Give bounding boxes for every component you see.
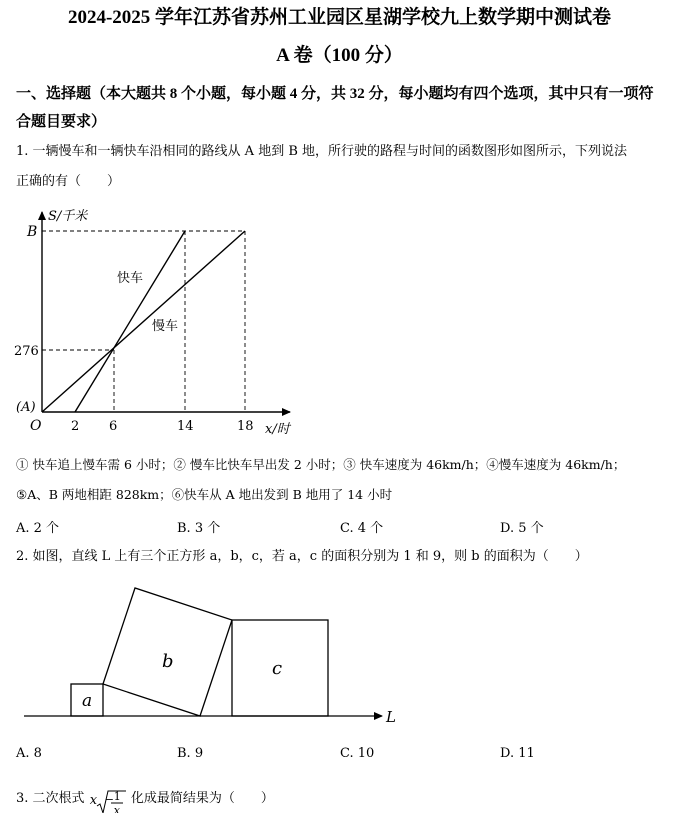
q2-option-d: D. 11 (500, 746, 535, 761)
q3-text-before: 3. 二次根式 (16, 791, 85, 806)
q1-statements-line1: ① 快车追上慢车需 6 小时；② 慢车比快车早出发 2 小时；③ 快车速度为 46km/h；④慢车速度为 46km/h； (16, 457, 626, 472)
exam-title: 2024-2025 学年江苏省苏州工业园区星湖学校九上数学期中测试卷 (67, 7, 612, 28)
y-tick-276: 276 (14, 344, 39, 359)
label-a: a (82, 691, 93, 711)
q3-radical-x: x (89, 793, 98, 808)
q1-option-b: B. 3 个 (177, 521, 221, 536)
q3-radical-denominator: x (113, 804, 120, 813)
q3-radical-minus: − (104, 793, 114, 806)
q2-text: 2. 如图，直线 L 上有三个正方形 a，b，c，若 a，c 的面积分别为 1 和 9，则 b 的面积为（ ） (16, 549, 588, 564)
q1-option-d: D. 5 个 (500, 521, 544, 536)
y-tick-b: B (27, 224, 38, 240)
q2-option-a: A. 8 (16, 746, 42, 761)
q3-radical-expression (89, 789, 127, 813)
q2-squares-figure (0, 578, 420, 728)
slow-car-line (42, 231, 245, 412)
q1-option-c: C. 4 个 (340, 521, 384, 536)
x-tick-6: 6 (109, 419, 118, 434)
label-b: b (162, 651, 174, 672)
section-heading: 一、选择题（本大题共 8 个小题，每小题 4 分，共 32 分，每小题均有四个选项，其中只有一项符合题目要求） (16, 86, 654, 130)
q1-text-line1: 1. 一辆慢车和一辆快车沿相同的路线从 A 地到 B 地，所行驶的路程与时间的函数图形如图所示，下列说法 (16, 144, 628, 159)
slow-car-label: 慢车 (152, 319, 179, 334)
x-tick-18: 18 (237, 419, 254, 434)
exam-subtitle: A 卷（100 分） (276, 45, 403, 66)
y-tick-a: (A) (16, 400, 36, 415)
x-tick-14: 14 (177, 419, 194, 434)
q1-statements-line2: ⑤A、B 两地相距 828km；⑥快车从 A 地出发到 B 地用了 14 小时 (16, 487, 393, 502)
x-tick-2: 2 (71, 419, 80, 434)
q3-radical-numerator: 1 (113, 790, 121, 803)
q2-option-b: B. 9 (177, 746, 204, 761)
q3-line (16, 789, 316, 813)
origin-label: O (30, 418, 42, 434)
q1-option-a: A. 2 个 (16, 521, 60, 536)
q1-text-line2: 正确的有（ ） (16, 174, 121, 189)
y-axis-label: S/千米 (48, 209, 88, 224)
q3-text-after: 化成最简结果为（ ） (130, 791, 274, 806)
x-axis-label: x/时 (265, 422, 290, 437)
q1-distance-time-graph (0, 198, 310, 443)
fast-car-label: 快车 (117, 271, 144, 286)
q2-option-c: C. 10 (340, 746, 375, 761)
label-c: c (272, 658, 283, 679)
label-l: L (386, 708, 396, 726)
